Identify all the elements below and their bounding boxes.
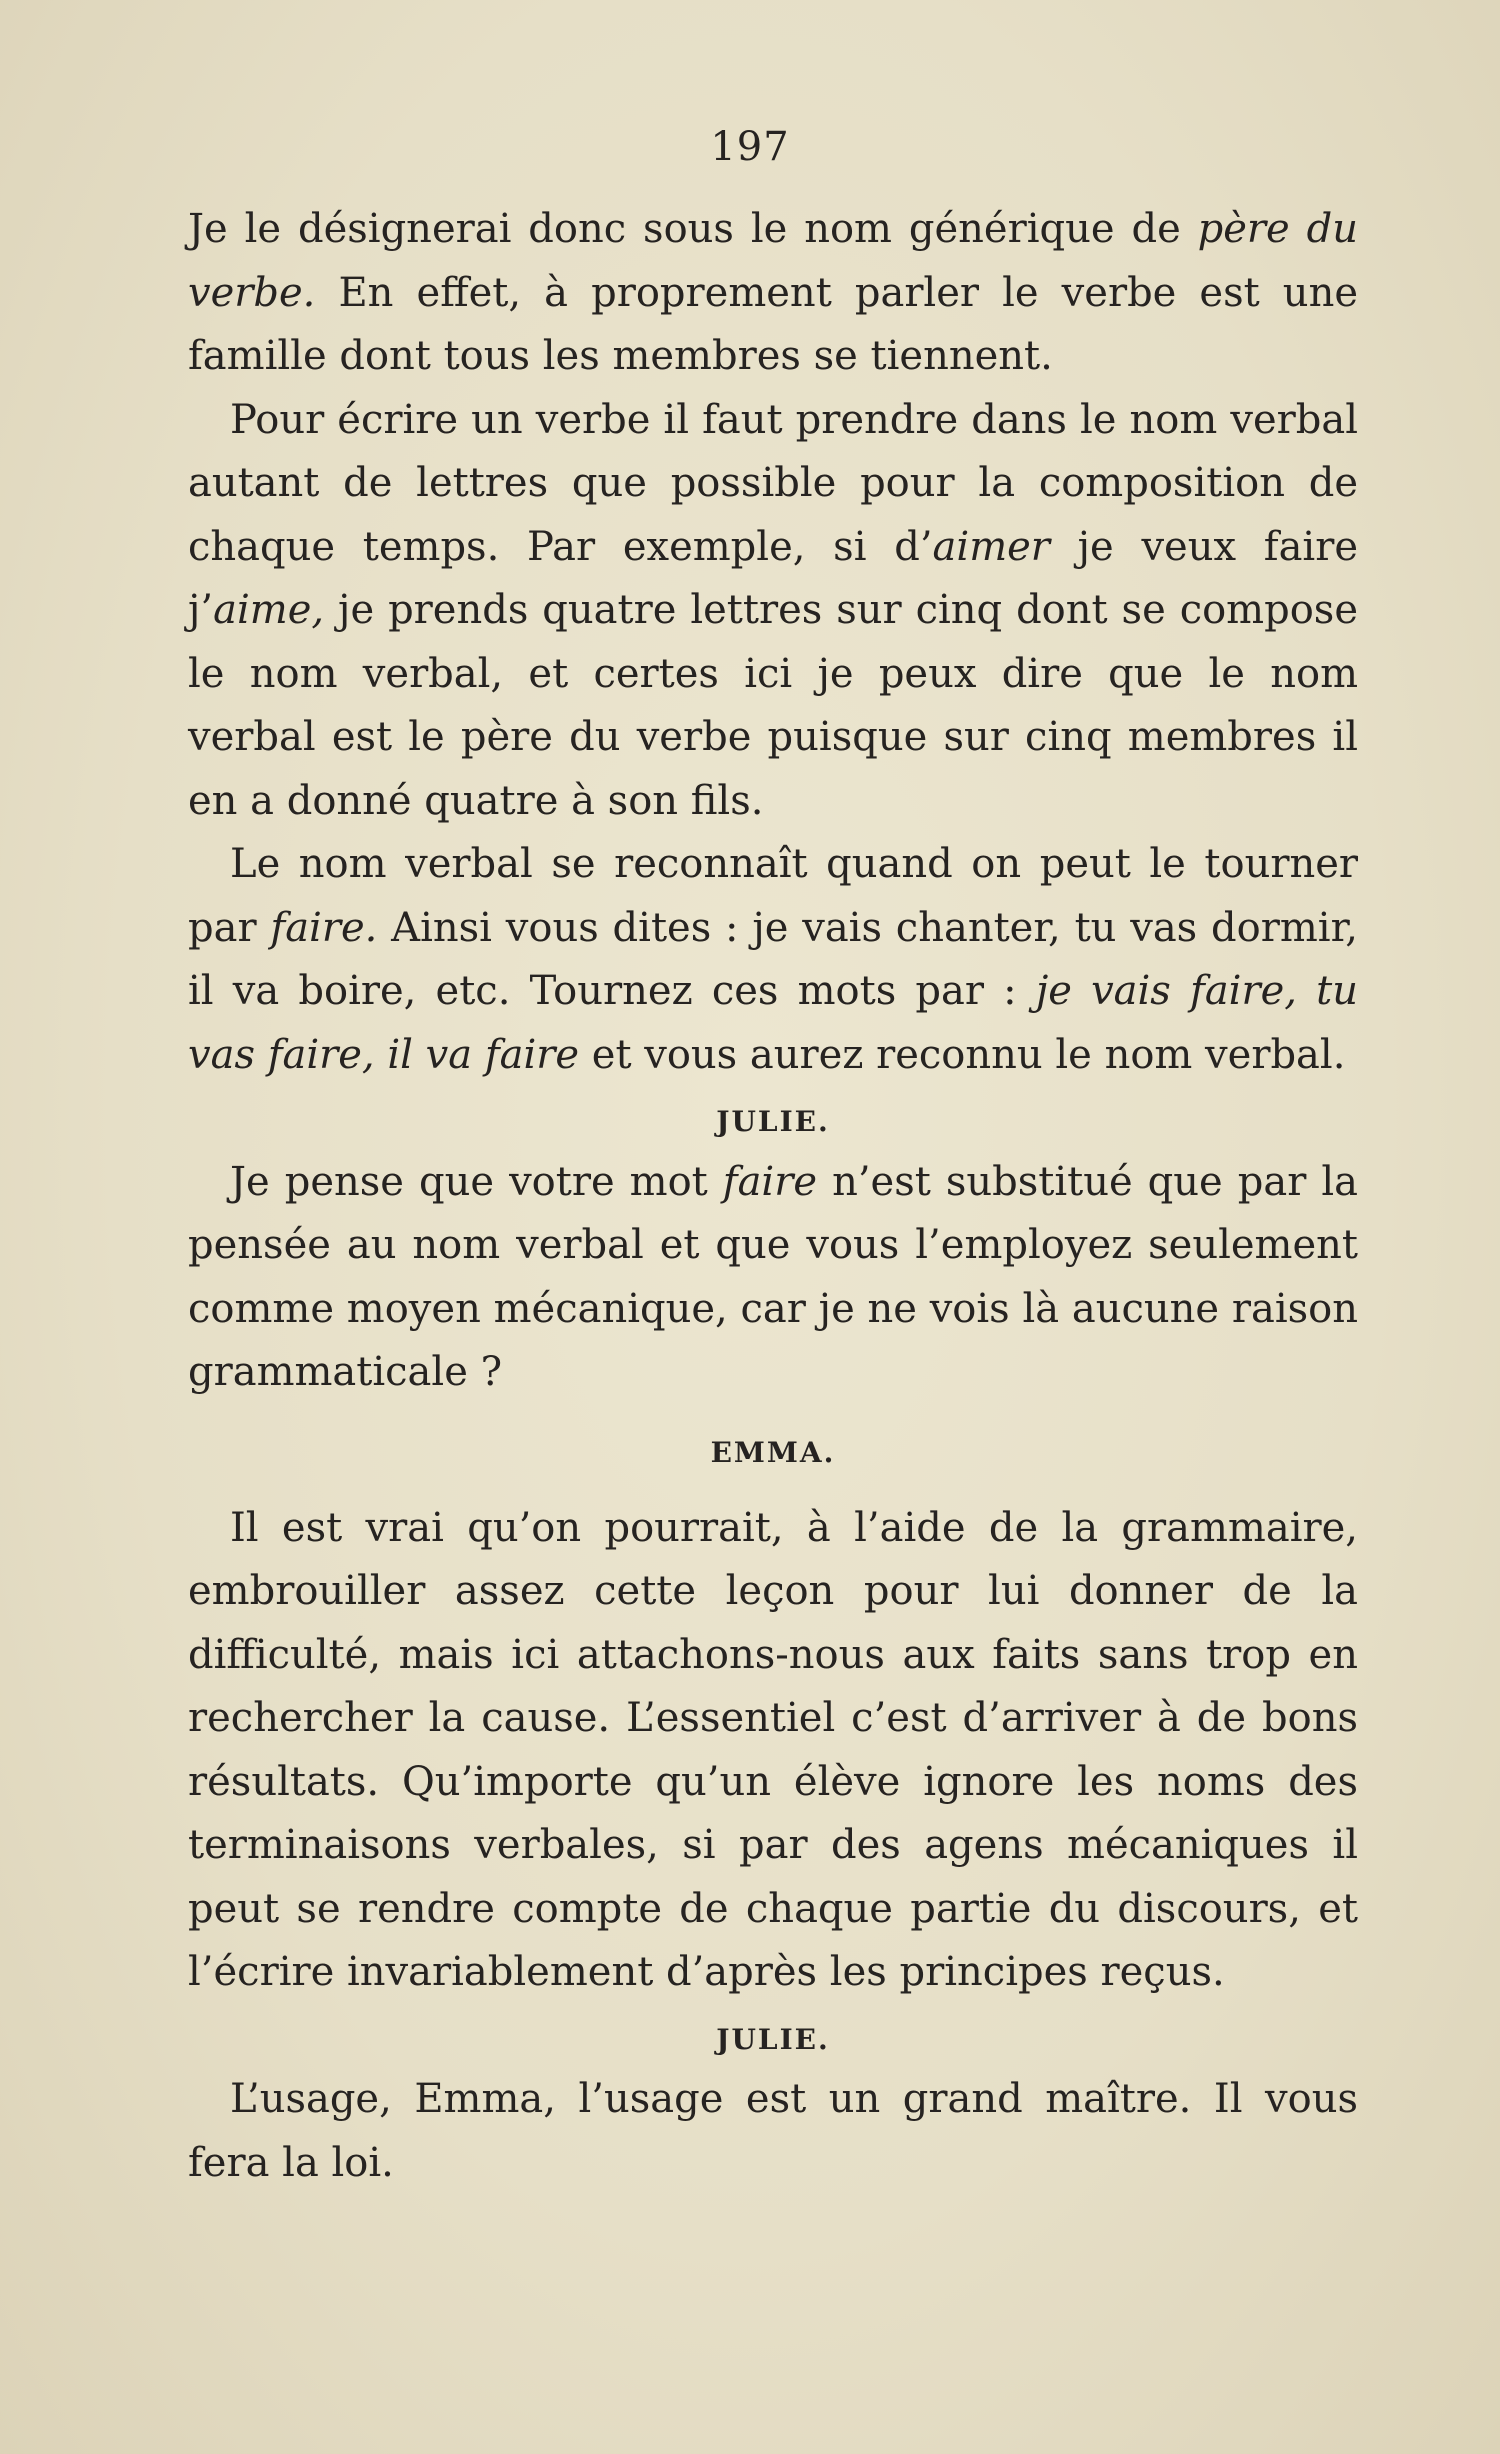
paragraph-4-text-a: Je pense que votre mot — [230, 1158, 723, 1205]
speaker-label-emma: EMMA. — [710, 1435, 836, 1469]
paragraph-2 — [188, 389, 1358, 834]
speaker-label-julie-2: JULIE. — [716, 2022, 830, 2056]
paragraph-2-italic-2: aime, — [213, 587, 325, 633]
paragraph-3-italic-1: faire. — [270, 904, 378, 951]
paragraph-3-text-c: et vous aurez reconnu le nom verbal. — [579, 1031, 1346, 1078]
paragraph-3-text-a: Le nom verbal se reconnaît quand on peut le tourner par — [188, 841, 1358, 951]
paragraph-4 — [188, 1151, 1358, 1405]
paragraph-1-italic: père du verbe. — [188, 206, 1358, 316]
paragraph-2-text-c: je prends quatre lettres sur cinq dont se compose le nom verbal, et certes ici je peux dire que le nom verbal est le père du verbe puisque sur cinq membres il en a donné quatre à son fils. — [188, 587, 1358, 824]
paragraph-6: L’usage, Emma, l’usage est un grand maître. Il vous fera la loi. — [188, 2076, 1358, 2186]
paragraph-3 — [188, 833, 1358, 1087]
paragraph-3-text-b: Ainsi vous dites : je vais chanter, tu vas dormir, il va boire, etc. Tournez ces mots par : — [188, 904, 1359, 1014]
paragraph-4-text-b: n’est substitué que par la pensée au nom verbal et que vous l’employez seulement comme moyen mécanique, car je ne vois là aucune raison grammaticale ? — [188, 1158, 1358, 1395]
paragraph-2-italic-1: aimer — [932, 523, 1050, 570]
paragraph-2-text-a: Pour écrire un verbe il faut prendre dans le nom verbal autant de lettres que possible pour la composition de chaque temps. Par exemple, si d’ — [188, 396, 1358, 570]
paragraph-4-italic: faire — [722, 1158, 818, 1205]
paragraph-3-italic-2: je vais faire, tu vas faire, il va faire — [188, 968, 1358, 1078]
paragraph-1-rest: En effet, à proprement parler le verbe est une famille dont tous les membres se tiennent. — [188, 269, 1358, 379]
page-number: 197 — [710, 124, 790, 170]
speaker-label-julie: JULIE. — [716, 1105, 830, 1138]
paragraph-1-text: Je le désignerai donc sous le nom générique de — [188, 206, 1198, 252]
paragraph-2-text-b: je veux faire j’ — [188, 523, 1358, 633]
paragraph-5: Il est vrai qu’on pourrait, à l’aide de la grammaire, embrouiller assez cette leçon pour lui donner de la difficulté, mais ici attachons-nous aux faits sans trop en rechercher la cause. L’essentiel c’est d’arriver à de bons résultats. Qu’importe qu’un élève ignore les noms des terminaisons verbales, si par des agens mécaniques il peut se rendre compte de chaque partie du discours, et l’écrire invariablement d’après les principes reçus. — [188, 1504, 1358, 1995]
page-text — [188, 198, 1358, 2195]
paragraph-1 — [188, 198, 1358, 389]
